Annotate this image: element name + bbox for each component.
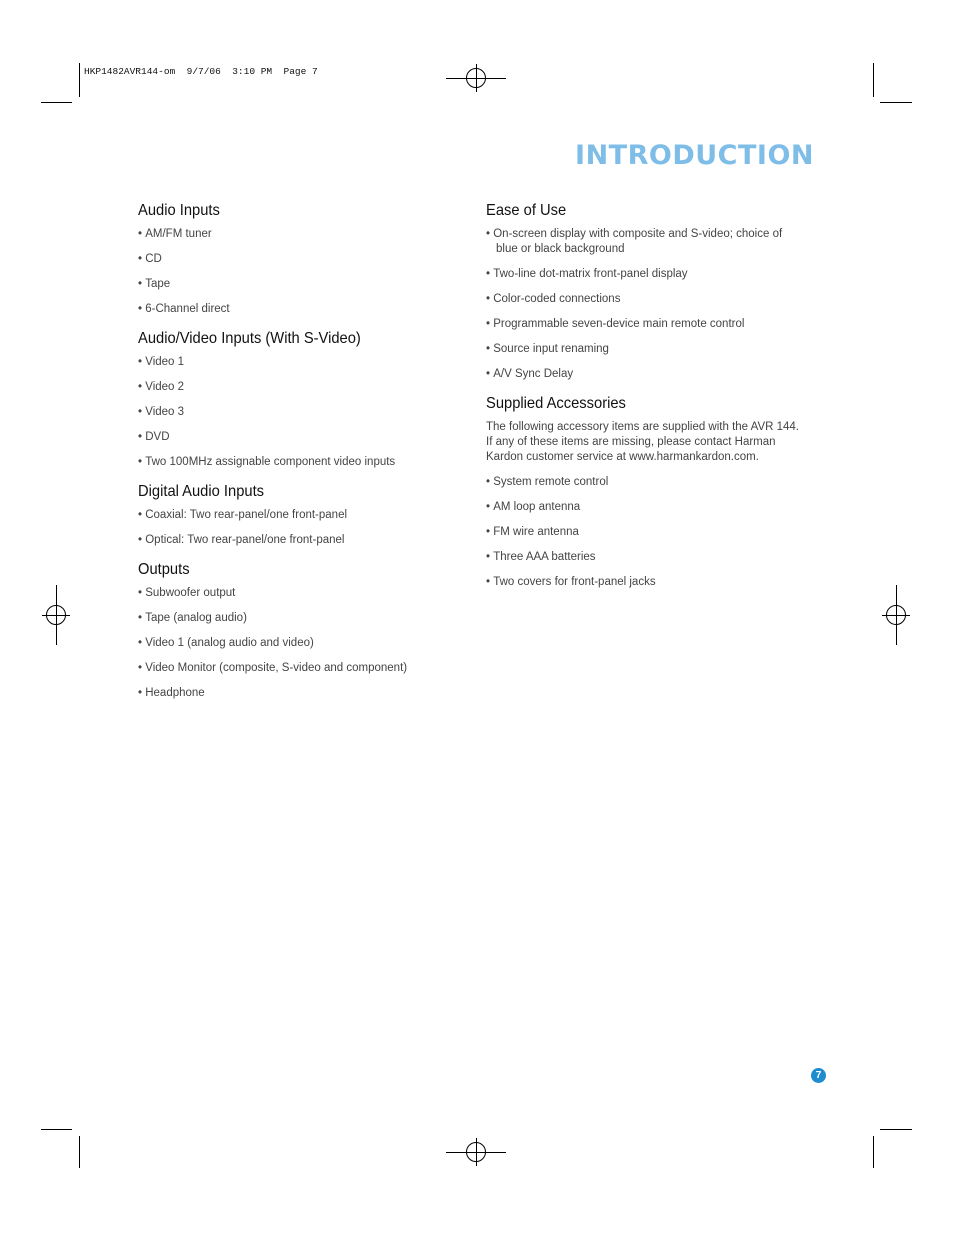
list-item: • DVD xyxy=(138,430,458,445)
bullet-list xyxy=(138,355,458,470)
crop-mark xyxy=(880,1129,912,1130)
bullet-list xyxy=(138,227,458,317)
section-digital-audio-inputs xyxy=(138,483,458,548)
right-column xyxy=(486,202,806,603)
list-item: • Optical: Two rear-panel/one front-panel xyxy=(138,533,458,548)
list-item: • Two-line dot-matrix front-panel display xyxy=(486,267,806,282)
list-item: • System remote control xyxy=(486,475,806,490)
bullet-list xyxy=(486,227,806,382)
bullet-list xyxy=(138,508,458,548)
list-item: • Tape (analog audio) xyxy=(138,611,458,626)
list-item: • Subwoofer output xyxy=(138,586,458,601)
list-item: • A/V Sync Delay xyxy=(486,367,806,382)
list-item: • On-screen display with composite and S-video; choice of blue or black background xyxy=(486,227,806,257)
list-item: • Two covers for front-panel jacks xyxy=(486,575,806,590)
crop-mark xyxy=(41,1129,72,1130)
print-slug: HKP1482AVR144-om 9/7/06 3:10 PM Page 7 xyxy=(84,66,318,77)
crop-mark xyxy=(873,63,874,97)
list-item: • Video 1 xyxy=(138,355,458,370)
crop-mark xyxy=(79,1136,80,1168)
list-item: • Programmable seven-device main remote control xyxy=(486,317,806,332)
bullet-list xyxy=(486,475,806,590)
list-item: • Color-coded connections xyxy=(486,292,806,307)
list-item: • Three AAA batteries xyxy=(486,550,806,565)
page-number-badge: 7 xyxy=(811,1068,826,1083)
list-item: • Video 3 xyxy=(138,405,458,420)
list-item: • 6-Channel direct xyxy=(138,302,458,317)
list-item: • FM wire antenna xyxy=(486,525,806,540)
list-item: • CD xyxy=(138,252,458,267)
section-heading: Audio Inputs xyxy=(138,202,220,219)
list-item: • Source input renaming xyxy=(486,342,806,357)
list-item: • Video 1 (analog audio and video) xyxy=(138,636,458,651)
page-title: INTRODUCTION xyxy=(575,140,814,171)
list-item: • Headphone xyxy=(138,686,458,701)
bullet-list xyxy=(138,586,458,701)
crop-mark xyxy=(873,1136,874,1168)
list-item: • Video Monitor (composite, S-video and component) xyxy=(138,661,458,676)
section-audio-video-inputs xyxy=(138,330,458,470)
crop-mark xyxy=(41,102,72,103)
section-heading: Outputs xyxy=(138,561,190,578)
list-item: • Video 2 xyxy=(138,380,458,395)
list-item: • AM/FM tuner xyxy=(138,227,458,242)
crop-mark xyxy=(79,63,80,97)
section-ease-of-use xyxy=(486,202,806,382)
section-supplied-accessories xyxy=(486,395,806,590)
list-item: • Coaxial: Two rear-panel/one front-panel xyxy=(138,508,458,523)
crop-mark xyxy=(880,102,912,103)
list-item: • Two 100MHz assignable component video inputs xyxy=(138,455,458,470)
section-heading: Digital Audio Inputs xyxy=(138,483,265,500)
list-item: • AM loop antenna xyxy=(486,500,806,515)
section-heading: Ease of Use xyxy=(486,202,567,219)
section-heading: Supplied Accessories xyxy=(486,395,626,412)
section-audio-inputs xyxy=(138,202,458,317)
accessories-intro: The following accessory items are supplied with the AVR 144. If any of these items are missing, please contact Harman Kardon customer service at www.harmankardon.com. xyxy=(486,421,799,463)
section-heading: Audio/Video Inputs (With S-Video) xyxy=(138,330,361,347)
section-outputs xyxy=(138,561,458,701)
list-item: • Tape xyxy=(138,277,458,292)
left-column xyxy=(138,202,458,714)
